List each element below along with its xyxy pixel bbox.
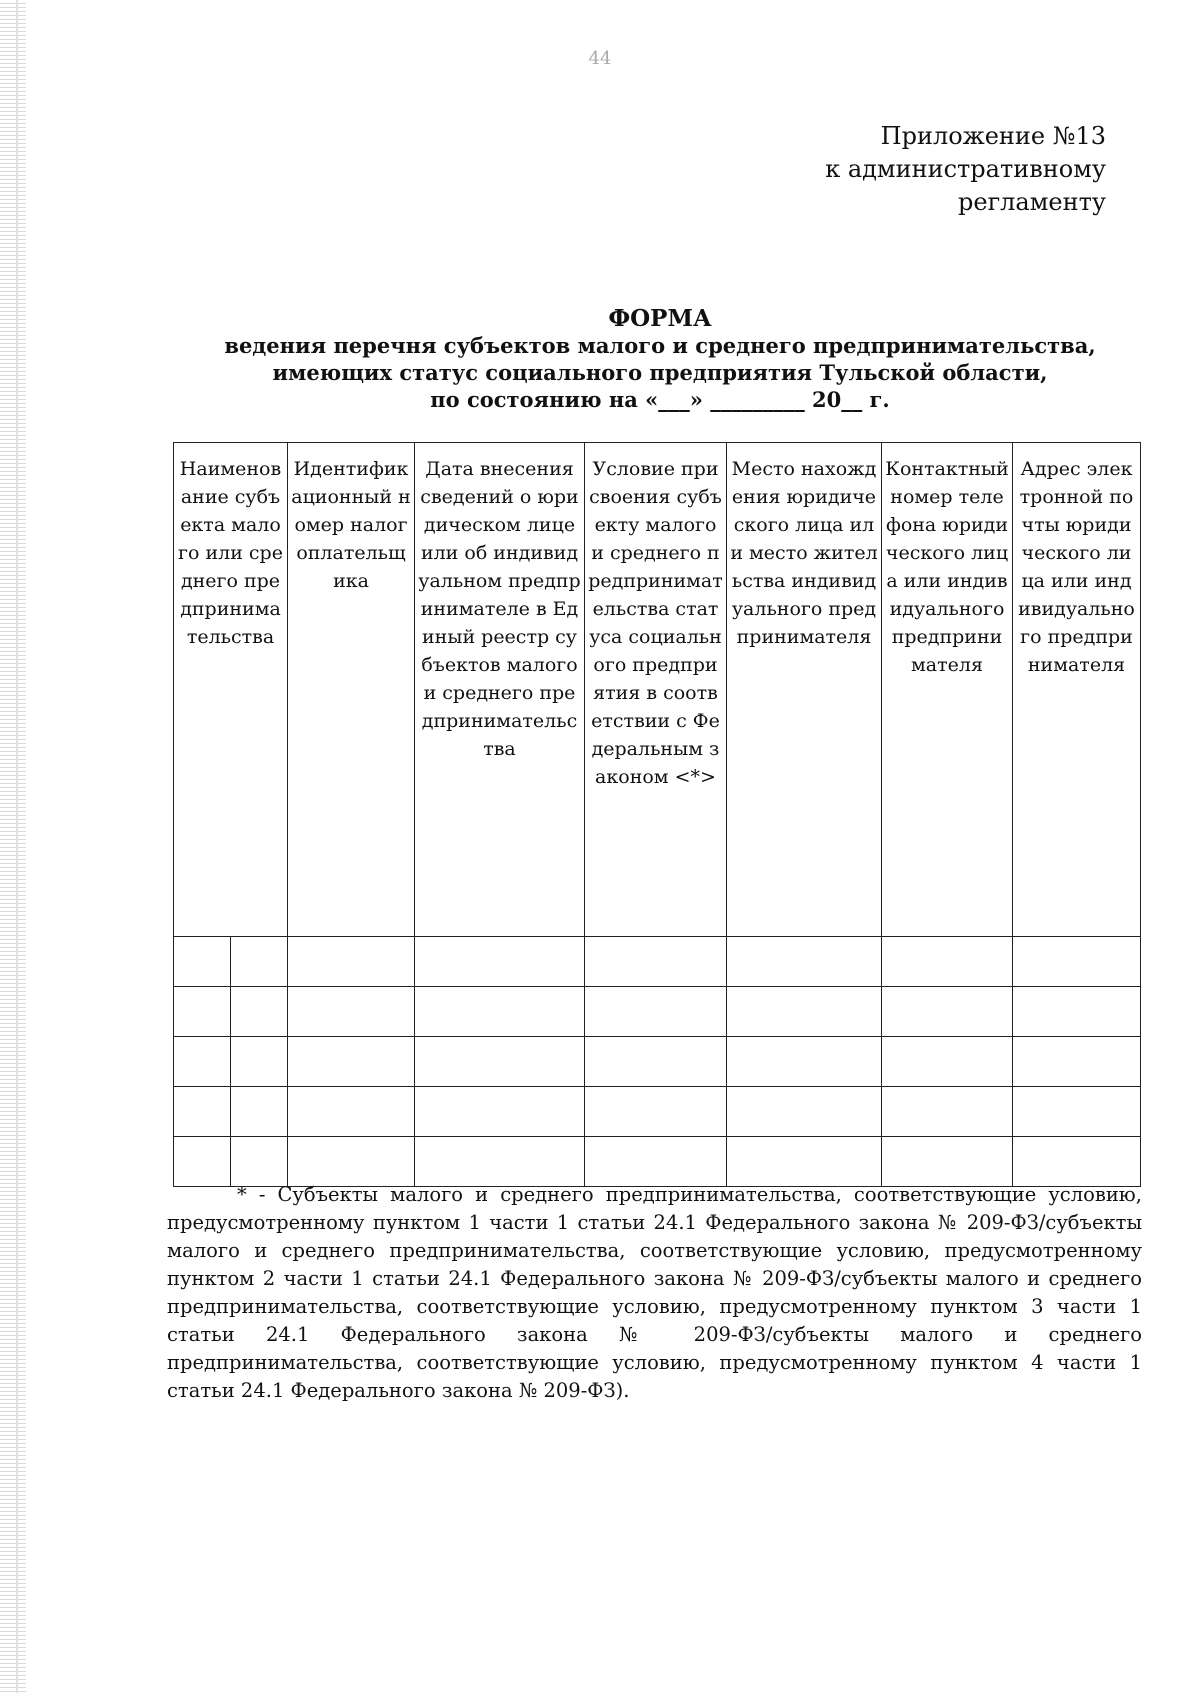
table-cell bbox=[288, 937, 415, 987]
table-cell bbox=[585, 937, 727, 987]
table-cell bbox=[231, 1137, 288, 1187]
table-cell bbox=[231, 937, 288, 987]
table-cell bbox=[288, 987, 415, 1037]
table-cell bbox=[288, 1037, 415, 1087]
table-cell bbox=[174, 937, 231, 987]
table-cell bbox=[1013, 937, 1141, 987]
column-header-registry-date: Дата внесения сведений о юридическом лице или об индивидуальном предпринимателе в Единый реестр субъектов малого и среднего предпринимательства bbox=[415, 443, 585, 937]
table-cell bbox=[1013, 1087, 1141, 1137]
table-cell bbox=[882, 1087, 1013, 1137]
table-cell bbox=[174, 1087, 231, 1137]
table-cell bbox=[882, 987, 1013, 1037]
table-cell bbox=[288, 1137, 415, 1187]
table-row bbox=[174, 1087, 1141, 1137]
table-cell bbox=[1013, 987, 1141, 1037]
column-header-inn: Идентификационный номер налогоплательщика bbox=[288, 443, 415, 937]
table-cell bbox=[727, 937, 882, 987]
table-cell bbox=[882, 937, 1013, 987]
table-cell bbox=[727, 987, 882, 1037]
table-cell bbox=[288, 1087, 415, 1137]
appendix-line-3: регламенту bbox=[958, 188, 1106, 216]
table-cell bbox=[415, 1137, 585, 1187]
table-row bbox=[174, 987, 1141, 1037]
table-cell bbox=[415, 937, 585, 987]
form-title bbox=[160, 305, 1160, 413]
table-cell bbox=[231, 1087, 288, 1137]
column-header-name: Наименование субъекта малого или среднего предпринимательства bbox=[174, 443, 288, 937]
appendix-line-1: Приложение №13 bbox=[880, 122, 1106, 150]
table-body bbox=[174, 937, 1141, 1187]
form-title-date-line: по состоянию на «___» _________ 20__ г. bbox=[430, 387, 890, 412]
table-cell bbox=[585, 1137, 727, 1187]
table-cell bbox=[174, 987, 231, 1037]
table-cell bbox=[415, 987, 585, 1037]
table-cell bbox=[727, 1137, 882, 1187]
footnote: * - Субъекты малого и среднего предпринимательства, соответствующие условию, предусмотренному пунктом 1 части 1 статьи 24.1 Федерального закона № 209-ФЗ/субъекты малого и среднего предпринимательства, соответствующие условию, предусмотренному пунктом 2 части 1 статьи 24.1 Федерального закона № 209-ФЗ/субъекты малого и среднего предпринимательства, соответствующие условию, предусмотренному пунктом 3 части 1 статьи 24.1 Федерального закона № 209-ФЗ/субъекты малого и среднего предпринимательства, соответствующие условию, предусмотренному пунктом 4 части 1 статьи 24.1 Федерального закона № 209-ФЗ). bbox=[167, 1183, 1142, 1402]
table-cell bbox=[585, 1087, 727, 1137]
table-cell bbox=[882, 1137, 1013, 1187]
table-cell bbox=[415, 1037, 585, 1087]
table-cell bbox=[727, 1087, 882, 1137]
table-cell bbox=[174, 1137, 231, 1187]
column-header-condition: Условие присвоения субъекту малого и среднего предпринимательства статуса социального предприятия в соответствии с Федеральным законом <*> bbox=[585, 443, 727, 937]
registry-table bbox=[173, 442, 1141, 1187]
table-cell bbox=[585, 987, 727, 1037]
form-title-line-2: ведения перечня субъектов малого и среднего предпринимательства, bbox=[224, 333, 1096, 358]
appendix-block bbox=[825, 120, 1106, 219]
table-header-row bbox=[174, 443, 1141, 937]
page-number: 44 bbox=[588, 48, 612, 69]
table-row bbox=[174, 937, 1141, 987]
table-cell bbox=[585, 1037, 727, 1087]
table-cell bbox=[1013, 1137, 1141, 1187]
table-cell bbox=[415, 1087, 585, 1137]
table-cell bbox=[174, 1037, 231, 1087]
form-title-line-3: имеющих статус социального предприятия Тульской области, bbox=[272, 360, 1048, 385]
column-header-phone: Контактный номер телефона юридического лица или индивидуального предпринимателя bbox=[882, 443, 1013, 937]
table-row bbox=[174, 1137, 1141, 1187]
column-header-location: Место нахождения юридического лица или место жительства индивидуального предпринимателя bbox=[727, 443, 882, 937]
table-cell bbox=[231, 1037, 288, 1087]
column-header-email: Адрес электронной почты юридического лица или индивидуального предпринимателя bbox=[1013, 443, 1141, 937]
form-title-heading: ФОРМА bbox=[608, 305, 712, 332]
table-cell bbox=[882, 1037, 1013, 1087]
table-cell bbox=[231, 987, 288, 1037]
binding-edge bbox=[0, 0, 26, 1693]
table-cell bbox=[727, 1037, 882, 1087]
table-row bbox=[174, 1037, 1141, 1087]
appendix-line-2: к административному bbox=[825, 155, 1106, 183]
table-cell bbox=[1013, 1037, 1141, 1087]
